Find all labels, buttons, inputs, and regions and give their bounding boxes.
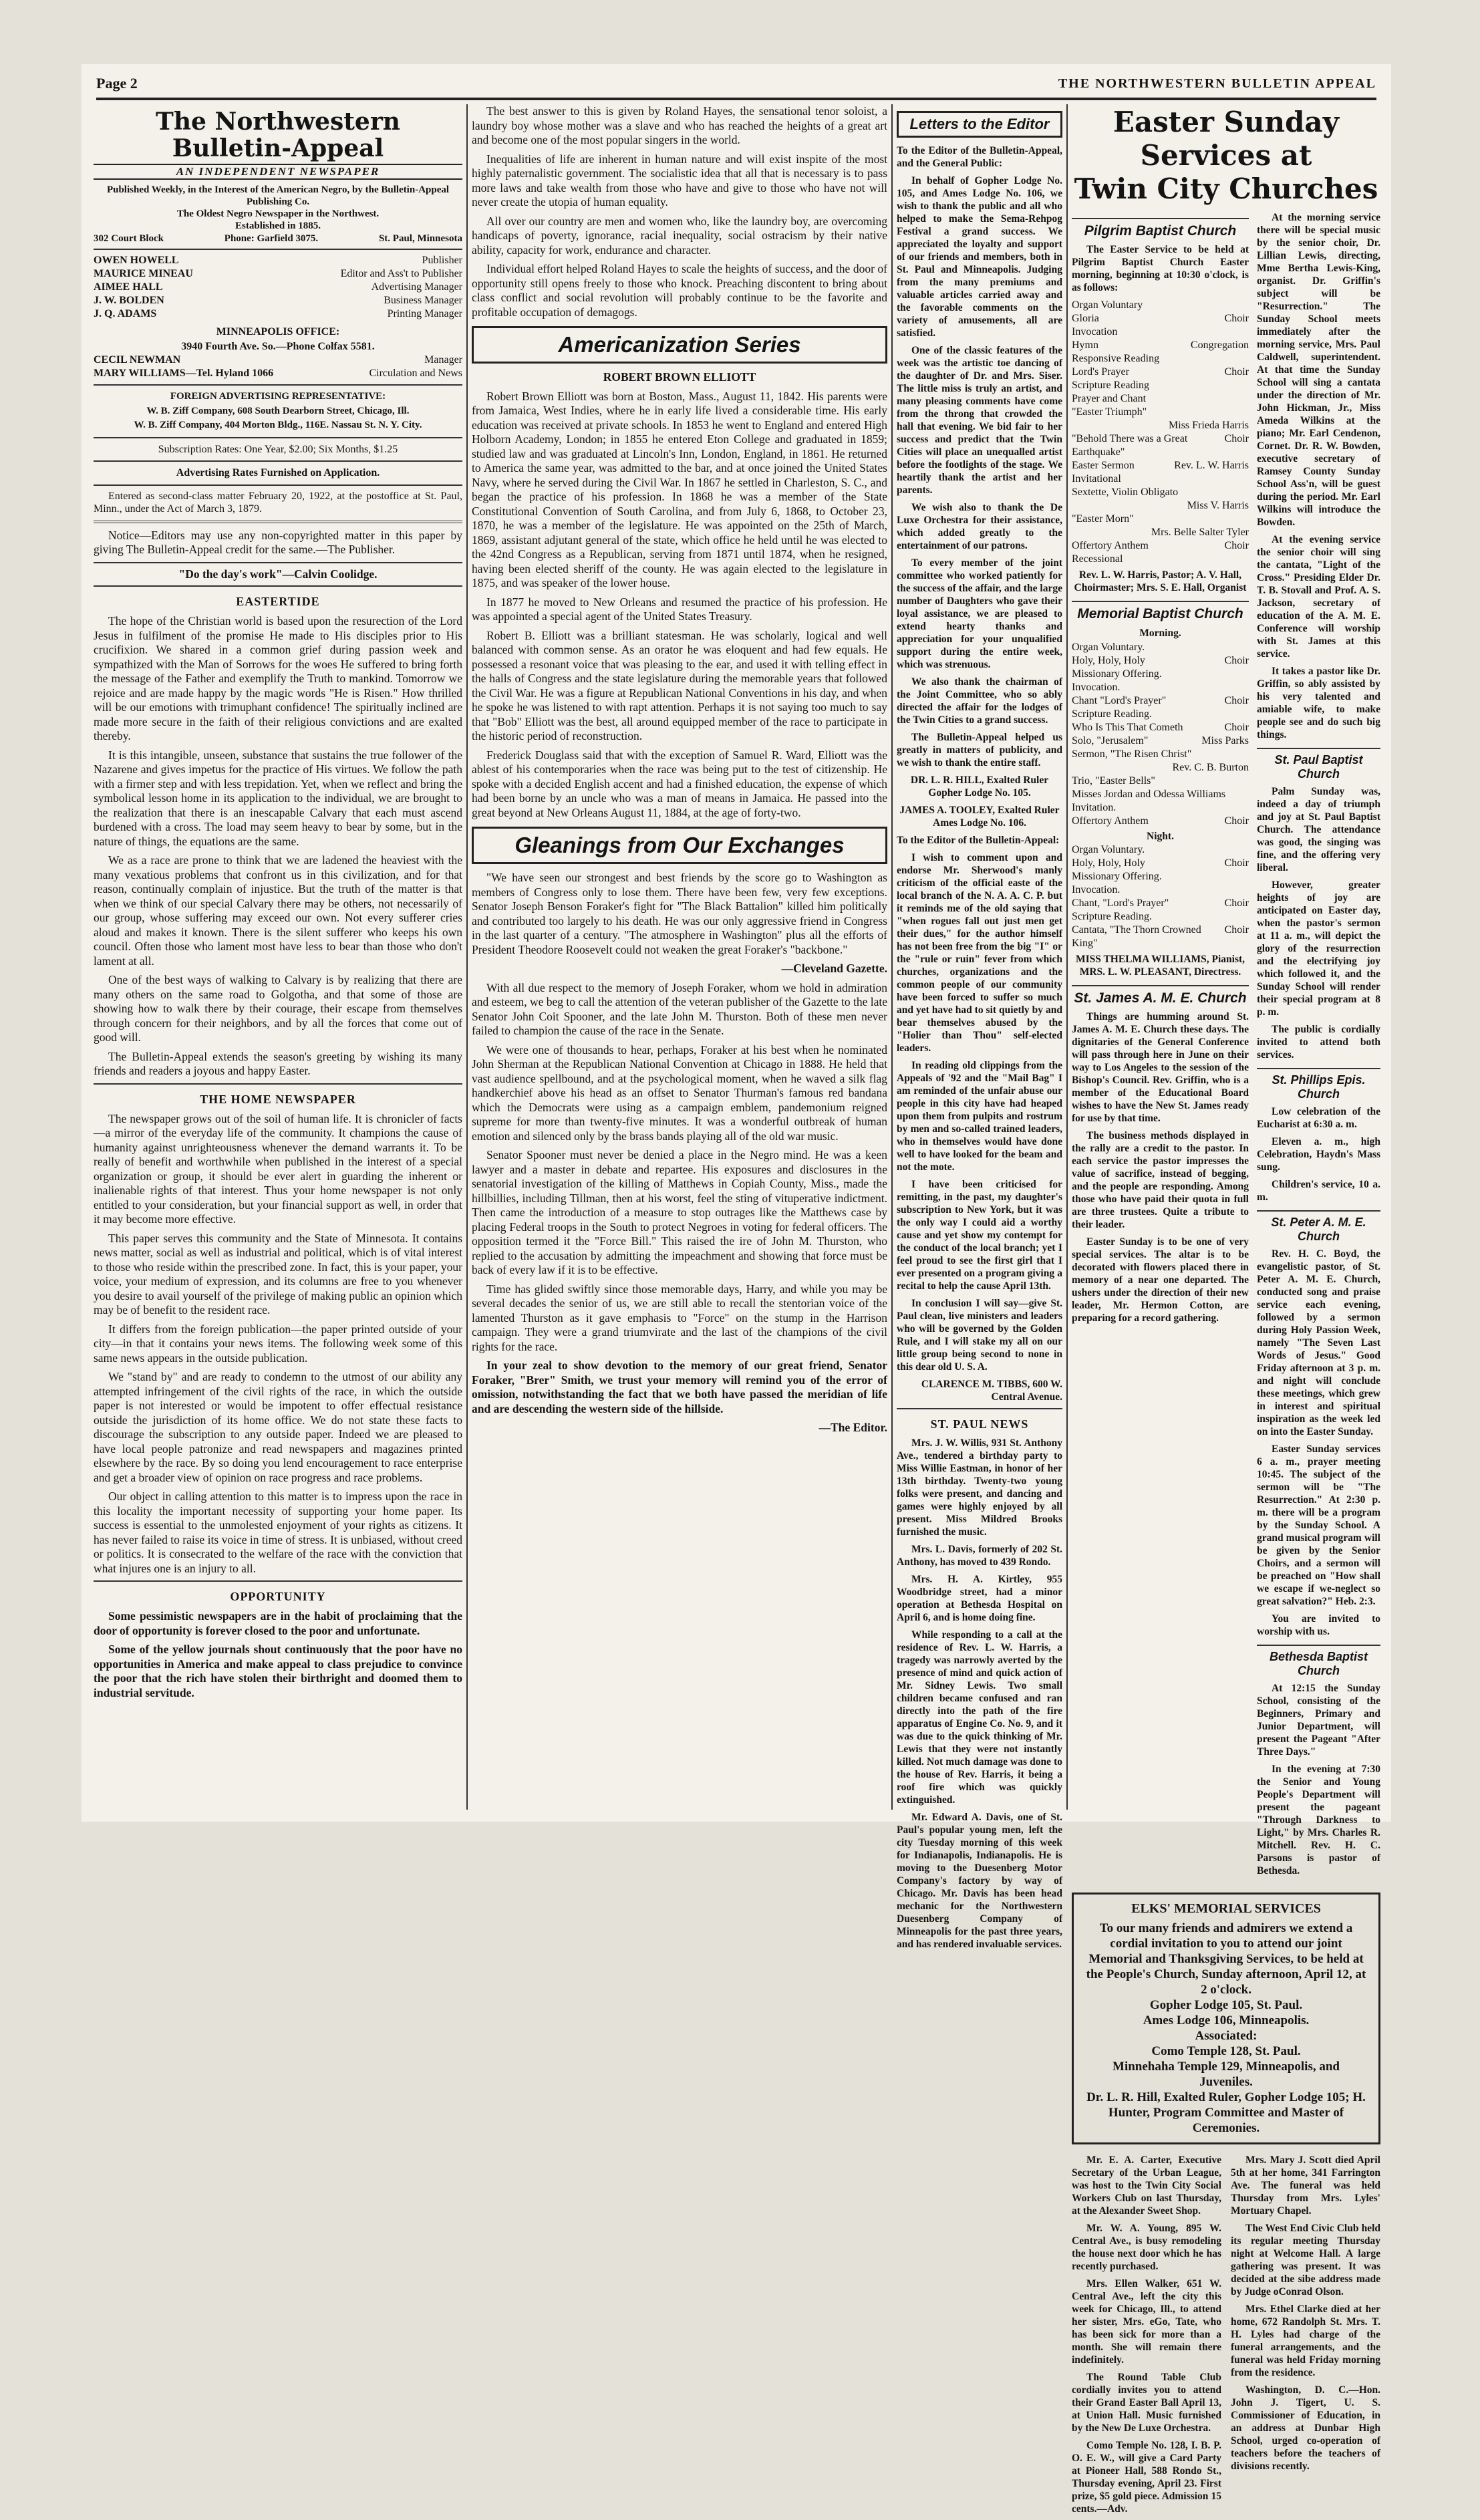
news-item: Como Temple No. 128, I. B. P. O. E. W., will give a Card Party at Pioneer Hall, 588 Rondo St., Thursday evening, April 23. First prize, $5 gold piece. Admission 15 cents.—Adv.: [1072, 2440, 1221, 2515]
service-time-label: Morning.: [1139, 627, 1181, 639]
bottom-news-right: [1231, 2154, 1380, 2520]
program-row: Gloria Choir: [1072, 313, 1249, 324]
page-number: Page 2: [96, 75, 138, 92]
masthead-subtitle: AN INDEPENDENT NEWSPAPER: [94, 164, 462, 180]
church-paragraph: The business methods displayed in the rally are a credit to the pastor. In each service the pastor impresses the value of sacrifice, instead of begging, and the people are responding. Among those who have paid their quota in full are three trustees. Quite a tribute to their leader.: [1072, 1130, 1249, 1230]
program-row: Invocation.: [1072, 884, 1121, 895]
editorial-paragraph: The Bulletin-Appeal extends the season's greeting by wishing its many friends and readers a joyous and happy Easter.: [94, 1049, 462, 1077]
program-row: Chant "Lord's Prayer" Choir: [1072, 694, 1249, 706]
divider: [94, 585, 462, 587]
elks-line: Gopher Lodge 105, St. Paul.: [1149, 1998, 1303, 2012]
article-paragraph: Frederick Douglass said that with the exception of Samuel R. Ward, Elliott was the ablest of his contemporaries when the race was being put to the test of citizenship. He spoke with a decided English accent and had a finished education, the expense of which had been borne by an uncle who was a man of means in Jamaica. He passed into the great beyond at New Orleans August 11, 1884, at the age of forty-two.: [472, 748, 887, 819]
program-row: "Easter Morn": [1072, 513, 1134, 525]
masthead-phone: Phone: Garfield 3075.: [224, 233, 319, 244]
editorial-paragraph: This paper serves this community and the State of Minnesota. It contains news matter, social as well as industrial and political, which is of vital interest to those who reside within the prescribed zone. In fact, this is your paper, your voice, your medium of expression, and its columns are free to you whenever you desire to avail yourself of the privilege of making public an opinion which may be of benefit to the resident race.: [94, 1231, 462, 1316]
letter-paragraph: I have been criticised for remitting, in the past, my daughter's subscription to New York, but it was the only way I could aid a worthy cause and yet show my contempt for the conduct of the local branch; yet I feel proud to see the first girl that I ever presented on a program giving a recital to help the cause April 13th.: [897, 1179, 1062, 1292]
letter-paragraph: In behalf of Gopher Lodge No. 105, and Ames Lodge No. 106, we wish to thank the public and all who helped to make the Sema-Rehpog Festival a grand success. We appreciated the loyalty and support of our friends and members, both in St. Paul and Minneapolis. Judging from the many premiums and valuable articles carried away and the favorable comments on the variety of amusements, all are satisfied.: [897, 175, 1062, 339]
section-box-heading: Americanization Series: [472, 326, 887, 364]
church-heading: Bethesda Baptist Church: [1257, 1645, 1380, 1678]
mpls-office-heading: MINNEAPOLIS OFFICE:: [216, 326, 340, 337]
church-heading: Pilgrim Baptist Church: [1072, 218, 1249, 239]
church-paragraph: You are invited to worship with us.: [1257, 1613, 1380, 1637]
church-paragraph: At the evening service the senior choir will sing the cantata, "Light of the Cross." Presiding Elder Dr. T. B. Stovall and Prof. A. S. Jackson, secretary of education of the A. M. E. Conference will worship with St. James at this service.: [1257, 534, 1380, 660]
letter-paragraph: We wish also to thank the De Luxe Orchestra for their assistance, which added greatly to the entertainment of our patrons.: [897, 502, 1062, 551]
article-paragraph: With all due respect to the memory of Joseph Foraker, whom we hold in admiration and esteem, we beg to call the attention of the veteran publisher of the Gazette to the late Senator John Coit Spooner, and the late John M. Thurston. Both of these men never failed to champion the cause of the race in the Senate.: [472, 980, 887, 1037]
program-row: Solo, "Jerusalem" Miss Parks: [1072, 734, 1249, 746]
elks-title: ELKS' MEMORIAL SERVICES: [1131, 1901, 1321, 1916]
letter-paragraph: In reading old clippings from the Appeals of '92 and the "Mail Bag" I am reminded of the unfair abuse our people in this city have had heaped upon them from pulpits and rostrum by men and so-called trained leaders, who in themselves would have done well to have looked for the beam and not the mote.: [897, 1060, 1062, 1173]
staff-row: CECIL NEWMAN Manager: [94, 354, 462, 366]
church-paragraph: The public is cordially invited to attend both services.: [1257, 1024, 1380, 1061]
running-title: THE NORTHWESTERN BULLETIN APPEAL: [1058, 76, 1376, 91]
column-rule: [466, 104, 468, 1810]
elks-line: Como Temple 128, St. Paul.: [1151, 2044, 1301, 2058]
bottom-news-left: [1072, 2154, 1221, 2520]
easter-subcolumn-1: [1072, 211, 1249, 1882]
news-item: Mrs. Mary J. Scott died April 5th at her home, 341 Farrington Ave. The funeral was held Thursday from Mrs. Lyles' Mortuary Chapel.: [1231, 2154, 1380, 2217]
masthead-contact: [94, 233, 462, 245]
program-row: Easter Sermon Rev. L. W. Harris: [1072, 460, 1249, 471]
program-row: Hymn Congregation: [1072, 339, 1249, 351]
mpls-office-address: 3940 Fourth Ave. So.—Phone Colfax 5581.: [181, 340, 375, 352]
news-item: Mrs. Ethel Clarke died at her home, 672 Randolph St. Mrs. T. H. Lyles had charge of the funeral arrangements, and the funeral was held Friday morning from the residence.: [1231, 2303, 1380, 2378]
article-signature: —The Editor.: [819, 1421, 887, 1434]
letter-salutation: To the Editor of the Bulletin-Appeal, and the General Public:: [897, 145, 1062, 169]
staff-row: AIMEE HALL Advertising Manager: [94, 281, 462, 293]
editorial-paragraph: The hope of the Christian world is based upon the resurection of the Lord Jesus in fulfilment of the promise He made to His disciples prior to His crucifixion. We shared in a common grief during passion week and sympathized with the Man of Sorrows for the woes He suffered to bring forth the message of the Father and exemplify the Truth to mankind. Tomorrow we rejoice and are made happy by the magic words "He is Risen." How thrilled will be our emotions with trimuphant confidence! The spiritually inclined are made more secure in the faith of their religious convictions and are exalted thereby.: [94, 614, 462, 742]
article-subheading: ROBERT BROWN ELLIOTT: [603, 370, 756, 384]
program-row: Lord's Prayer Choir: [1072, 366, 1249, 378]
elks-memorial-box: [1072, 1893, 1380, 2144]
divider: [94, 460, 462, 462]
program-row: Miss Frieda Harris: [1169, 420, 1249, 431]
program-row: Who Is This That Cometh Choir: [1072, 721, 1249, 733]
foreign-line: W. B. Ziff Company, 404 Morton Bldg., 116E. Nassau St. N. Y. City.: [134, 420, 422, 430]
column-2: [472, 104, 887, 1810]
program-row: Holy, Holy, Holy Choir: [1072, 654, 1249, 666]
news-heading: ST. PAUL NEWS: [930, 1417, 1029, 1431]
bottom-news: [1072, 2154, 1380, 2520]
news-item: Mrs. J. W. Willis, 931 St. Anthony Ave., tendered a birthday party to Miss Willie Eastman, in honor of her 13th birthday. Twenty-two young folks were present, and dancing and games were highly enjoyed by all present. Miss Mildred Brooks furnished the music.: [897, 1437, 1062, 1538]
letter-paragraph: To every member of the joint committee who worked patiently for the success of the affair, and the large number of Daughters who gave their loyal assistance, we are pleased to extend hearty thanks and appreciation for your unqualified support during the entire week, which was strenuous.: [897, 557, 1062, 670]
masthead-line: Established in 1885.: [235, 221, 321, 231]
staff-row: OWEN HOWELL Publisher: [94, 255, 462, 266]
divider: [94, 484, 462, 486]
editorial-paragraph: The newspaper grows out of the soil of human life. It is chronicler of facts—a mirror of the everyday life of the community. It champions the cause of humanity against unrighteousness whenever the demand warrants it. To be really of benefit and worthwhile when published in the interest of a special organization or group, it should be ever alert in guarding the inherent or inalienable rights of that interest. Thus your home newspaper is not only entitled to your consideration, but your financial support as well, in order that it may become more effective.: [94, 1111, 462, 1226]
divider: [94, 249, 462, 250]
editorial-heading: THE HOME NEWSPAPER: [200, 1092, 356, 1106]
program-row: Organ Voluntary.: [1072, 844, 1145, 855]
letter-paragraph: I wish to comment upon and endorse Mr. Sherwood's manly criticism of the official easte of the local branch of the N. A. A. C. P. but it reminds me of the old saying that "when rogues fall out just men get their dues," for the author himself has not been free from the big "I" or the "rule or ruin" fever from which churches, organizations and the common people of our community have been forced to suffer so much and yet have had to sit quietly by and bear themselves abused by the "Holier than Thou" self-elected leaders.: [897, 852, 1062, 1054]
elks-line: To our many friends and admirers we extend a cordial invitation to you to attend our joint Memorial and Thanksgiving Services, to be held at the People's Church, Sunday afternoon, April 12, at 2 o'clock.: [1086, 1921, 1366, 1997]
page-header: [96, 74, 1376, 100]
news-item: While responding to a call at the residence of Rev. L. W. Harris, a tragedy was narrowly averted by the presence of mind and quick action of Mr. Sidney Lewis. Two small children became confused and ran directly into the path of the fire apparatus of Engine Co. No. 9, and it was due to the quick thinking of Mr. Lewis that they were not instantly killed. Not much damage was done to the house of Rev. Harris, it being a roof fire which was quickly extinguished.: [897, 1629, 1062, 1806]
article-source: —Cleveland Gazette.: [781, 962, 887, 975]
letter-paragraph: In conclusion I will say—give St. Paul clean, live ministers and leaders who will be governed by the Golden Rule, and I will stake my all on our little group being second to none in this dear old U. S. A.: [897, 1298, 1062, 1373]
church-paragraph: Rev. H. C. Boyd, the evangelistic pastor, of St. Peter A. M. E. Church, conducted song and praise service each evening, followed by a sermon during Holy Passion Week, namely "The Seven Last Words of Jesus." Good Friday afternoon at 3 p. m. and night will conclude these meetings, which grew in interest and spiritual inspiration as the week led on into the Easter Sunday.: [1257, 1248, 1380, 1437]
staff-row: MAURICE MINEAU Editor and Ass't to Publisher: [94, 268, 462, 279]
church-paragraph: Easter Sunday services 6 a. m., prayer meeting 10:45. The subject of the sermon will be "The Resurrection." At 2:30 p. m. there will be a program by the Sunday School. A grand musical program will be given by the Senior Choirs, and a sermon will be preached on "How shall we escape if we-neglect so great salvation?" Heb. 2:3.: [1257, 1443, 1380, 1607]
mpls-staff: [94, 354, 462, 380]
program-row: Mrs. Belle Salter Tyler: [1151, 527, 1249, 538]
program-row: Holy, Holy, Holy Choir: [1072, 857, 1249, 869]
news-item: Mrs. L. Davis, formerly of 202 St. Anthony, has moved to 439 Rondo.: [897, 1544, 1062, 1568]
easter-section: [1072, 211, 1380, 1882]
news-item: The West End Civic Club held its regular meeting Thursday night at Welcome Hall. A large gathering was present. It was decided at the sibe address made by Judge oConrad Olson.: [1231, 2223, 1380, 2297]
editorial-paragraph: All over our country are men and women who, like the laundry boy, are overcoming handicaps of poverty, ignorance, racial inequality, social ostracism by their native ability, capacity for work, endurance and character.: [472, 214, 887, 257]
masthead-line: The Oldest Negro Newspaper in the Northwest.: [176, 208, 380, 219]
section-box-heading: Gleanings from Our Exchanges: [472, 827, 887, 864]
column-4: [1072, 104, 1380, 2515]
editorial-paragraph: Some of the yellow journals shout continuously that the poor have no opportunities in America and make appeal to class prejudice to convince the poor that the rich have stolen their birthright and doomed them to industrial servitude.: [94, 1643, 462, 1699]
news-item: Mrs. Ellen Walker, 651 W. Central Ave., left the city this week for Chicago, Ill., to attend her sister, Mrs. eGo, Tate, who has been sick for more than a month. She will remain there indefinitely.: [1072, 2278, 1221, 2366]
church-intro: The Easter Service to be held at Pilgrim Baptist Church Easter morning, beginning at 10:30 o'clock, is as follows:: [1072, 244, 1249, 293]
column-rule: [891, 104, 893, 1810]
elks-line: Associated:: [1195, 2029, 1257, 2043]
service-program: [1072, 299, 1249, 566]
divider: [94, 562, 462, 563]
program-row: Cantata, "The Thorn Crowned King" Choir: [1072, 924, 1249, 949]
program-row: Responsive Reading: [1072, 353, 1160, 364]
masthead-address: 302 Court Block: [94, 233, 164, 244]
letter-paragraph: One of the classic features of the week was the artistic toe dancing of the daughter of Dr. and Mrs. Siser. The little miss is truly an artist, and many pleasing comments have come from the throng that crowded the hall that evening. We bid fair to her success and predict that the Twin Cities will place an unequalled artist before the footlights of the stage. We heartily thank the artist and her parents.: [897, 345, 1062, 496]
letter-salutation: To the Editor of the Bulletin-Appeal:: [897, 835, 1060, 846]
church-paragraph: Things are humming around St. James A. M. E. Church these days. The dignitaries of the General Conference will pass through here in June on their way to Los Angeles to the session of the Bishop's Council. Rev. Griffin, who is a member of the Educational Board wishes to have the New St. James ready for use by that time.: [1072, 1011, 1249, 1124]
reprint-notice: Notice—Editors may use any non-copyrighted matter in this paper by giving The Bulletin-Appeal credit for the same.—The Publisher.: [94, 528, 462, 556]
divider: [94, 521, 462, 523]
program-row: Missionary Offering.: [1072, 871, 1162, 882]
foreign-heading: FOREIGN ADVERTISING REPRESENTATIVE:: [170, 391, 386, 402]
program-row: Scripture Reading.: [1072, 708, 1152, 720]
easter-title: [1072, 106, 1380, 206]
church-paragraph: At the morning service there will be special music by the senior choir, Dr. Lillian Lewis, directing, Mme Bertha Lewis-King, organist. Dr. Griffin's subject will be "Resurrection." The Sunday School meets immediately after the morning service, Mrs. Paul Caldwell, superintendent. At that time the Sunday School will sing a cantata under the direction of Mr. John Hickman, Jr., Miss Ameda Wilkins at the piano; Mr. Earl Cendenon, Cornet. Dr. R. W. Bowden, executive secretary of Ramsey County Sunday School Ass'n, will be guest during the period. Mr. Earl Wilkins will introduce the Bowden.: [1257, 212, 1380, 528]
church-heading: St. James A. M. E. Church: [1072, 985, 1249, 1006]
letter-signature: JAMES A. TOOLEY, Exalted Ruler Ames Lodge No. 106.: [899, 805, 1060, 829]
church-paragraph: Palm Sunday was, indeed a day of triumph and joy at St. Paul Baptist Church. The attendance was good, the singing was fine, and the offering very liberal.: [1257, 786, 1380, 873]
church-heading: St. Phillips Epis. Church: [1257, 1068, 1380, 1101]
article-paragraph: "We have seen our strongest and best friends by the score go to Washington as members of Congress only to lose them. There have been few, very few exceptions. Senator Joseph Benson Foraker's fight for "The Black Battalion" killed him politically and contributed too largely to his death. He was our only aggressive friend in Congress in the last quarter of a century. "The atmosphere in Washington" plus all the efforts of President Theodore Roosevelt could not weaken the great Foraker's "backbone.": [472, 871, 887, 956]
program-row: "Easter Triumph": [1072, 406, 1147, 418]
divider: [94, 437, 462, 438]
program-row: Offertory Anthem Choir: [1072, 540, 1249, 551]
elks-line: Minnehaha Temple 129, Minneapolis, and Juveniles.: [1113, 2060, 1340, 2089]
service-program: [1072, 641, 1249, 828]
church-staff: Rev. L. W. Harris, Pastor; A. V. Hall, Choirmaster; Mrs. S. E. Hall, Organist: [1074, 569, 1247, 593]
church-paragraph: It takes a pastor like Dr. Griffin, so ably assisted by his very talented and amiable wife, to make people see and do such big things.: [1257, 666, 1380, 740]
program-row: Invitational: [1072, 473, 1121, 484]
service-time-label: Night.: [1147, 830, 1174, 842]
church-staff: MISS THELMA WILLIAMS, Pianist, MRS. L. W. PLEASANT, Directress.: [1075, 954, 1245, 978]
editorial-paragraph: One of the best ways of walking to Calvary is by realizing that there are many others on the same road to Golgotha, and that some of those are showing how to walk there by their courage, their escape from themselves through concern for their neighbors, and by all the forces that come out of good will.: [94, 973, 462, 1044]
news-item: The Round Table Club cordially invites you to attend their Grand Easter Ball April 13, at Union Hall. Music furnished by the New De Luxe Orchestra.: [1072, 2372, 1221, 2434]
letter-paragraph: We also thank the chairman of the Joint Committee, who so ably directed the affair for the lodges of the Twin Cities to a grand success.: [897, 676, 1062, 726]
article-paragraph: Time has glided swiftly since those memorable days, Harry, and while you may be several decades the senior of us, we are still able to recall the stentorian voice of the lamented Thurston as it gave emphasis to "Force" on the stump in the Harrison campaign. They were a grand triumvirate and the last of the champions of the civil rights for the race.: [472, 1282, 887, 1353]
staff-row: J. Q. ADAMS Printing Manager: [94, 308, 462, 319]
news-item: Washington, D. C.—Hon. John J. Tigert, U. S. Commissioner of Education, in an address at Dunbar High School, urged co-operation of teachers before the teachers of divisions recently.: [1231, 2384, 1380, 2472]
program-row: Invocation: [1072, 326, 1118, 337]
editorial-heading: EASTERTIDE: [236, 595, 320, 608]
quote: "Do the day's work"—Calvin Coolidge.: [178, 567, 378, 581]
divider: [94, 384, 462, 386]
program-row: Sermon, "The Risen Christ": [1072, 748, 1192, 760]
letter-signature: DR. L. R. HILL, Exalted Ruler Gopher Lodge No. 105.: [910, 775, 1049, 799]
news-item: Mrs. H. A. Kirtley, 955 Woodbridge street, had a minor operation at Bethesda Hospital on April 6, and is home doing fine.: [897, 1574, 1062, 1623]
staff-row: J. W. BOLDEN Business Manager: [94, 295, 462, 306]
church-paragraph: Eleven a. m., high Celebration, Haydn's Mass sung.: [1257, 1136, 1380, 1173]
program-row: Sextette, Violin Obligato: [1072, 486, 1179, 498]
church-heading: St. Peter A. M. E. Church: [1257, 1210, 1380, 1244]
column-1: [94, 104, 462, 1810]
easter-title-line: Twin City Churches: [1074, 172, 1378, 205]
article-paragraph: In your zeal to show devotion to the memory of our great friend, Senator Foraker, "Brer" Smith, we trust your memory will remind you of the error of omission, notwithstanding the fact that we both have passed the meridian of life and are descending the western side of the hillside.: [472, 1359, 887, 1415]
foreign-line: W. B. Ziff Company, 608 South Dearborn Street, Chicago, Ill.: [146, 405, 410, 416]
program-row: Scripture Reading: [1072, 380, 1149, 391]
article-paragraph: Senator Spooner must never be denied a place in the Negro mind. He was a keen lawyer and a master in debate and repartee. His exposures and disclosures in the senatorial investigation of the killing of Matthews in Copiah County, Miss., made the hillbillies, including Tillman, then at his worst, feel the sting of vituperative indictment. Then came the introduction of a measure to stop outrages like the Matthews case by placing Federal troops in the South to protect Negroes in voting for federal officers. The opposition termed it the "Force Bill." This raised the ire of John M. Thurston, who replied to the accusation by admitting the impeachment and showing that force must be back of every law if it is to be effective.: [472, 1148, 887, 1276]
program-row: Recessional: [1072, 553, 1123, 565]
church-paragraph: Low celebration of the Eucharist at 6:30 a. m.: [1257, 1106, 1380, 1130]
newspaper-page: [82, 64, 1391, 2515]
divider: [94, 1580, 462, 1582]
editorial-paragraph: Our object in calling attention to this matter is to impress upon the race in this locality the important necessity of supporting your home paper. Its success is essential to the unmolested enjoyment of your rights as citizens. It has never failed to raise its voice in time of stress. It is unbiased, without creed or politics. It is consecrated to the welfare of the race with the conviction that what injures one is an injury to all.: [94, 1490, 462, 1575]
church-heading: Memorial Baptist Church: [1072, 601, 1249, 622]
program-row: "Behold There was a Great Earthquake" Choir: [1072, 433, 1249, 458]
staff-row: MARY WILLIAMS—Tel. Hyland 1066 Circulation and News: [94, 368, 462, 379]
editorial-paragraph: We "stand by" and are ready to condemn to the utmost of our ability any attempted infringement of the civil rights of the race, in which the outside paper is not interested or would be impotent to offer effectual resistance outside the jurisdiction of its home office. We do not state these facts to discourage the subscription to any outside paper. Indeed we are pleased to have local people patronize and read newspapers and magazines printed elsewhere by the race. By so doing you lend encouragement to race enterprise and get a broader view of opinion on race progress and race problems.: [94, 1370, 462, 1484]
editorial-heading: OPPORTUNITY: [230, 1590, 326, 1603]
program-row: Invocation.: [1072, 681, 1121, 693]
elks-line: Ames Lodge 106, Minneapolis.: [1143, 2013, 1310, 2027]
church-paragraph: However, greater heights of joy are anticipated on Easter day, when the pastor's sermon at 11 a. m., will depict the glory of the resurrection and the electrifying joy which followed it, and the Sunday School will render their special program at 8 p. m.: [1257, 879, 1380, 1018]
news-item: Mr. Edward A. Davis, one of St. Paul's popular young men, left the city Tuesday morning of this week for Indianapolis, Indianapolis. He is moving to the Duesenberg Motor Company's factory by way of Chicago. Mr. Davis has been head mechanic for the Northwestern Duesenberg Company of Minneapolis for the past three years, and has rendered invaluable services.: [897, 1812, 1062, 1950]
program-row: Scripture Reading.: [1072, 911, 1152, 922]
article-paragraph: Robert Brown Elliott was born at Boston, Mass., August 11, 1842. His parents were from Jamaica, West Indies, where he in early life lived a considerable time. His early education was received at private schools. In 1853 he went to England and entered High Holborn Academy, London; in 1855 he entered Eton College and graduated in 1859; studied law and was graduated at Lincoln's Inn, London, England, in 1861. He returned to America the same year, was admitted to the bar, and at once joined the United States Navy, where he served during the Civil War. In 1867 he settled in Charleston, S. C., and began the practice of his profession. In 1868 he was a member of the State Constitutional Convention of South Carolina, and from July 6, 1868, to October 23, 1870, he was a member of the legislature. He was appointed on the 25th of March, 1869, assistant adjutant general of the state, which office he held until he was elected to the 42nd Congress as a Republican, serving from 1871 until 1874, when he resigned, having been elected sheriff of the county. He was again elected to the legislature in 1875, and was speaker of the lower house.: [472, 389, 887, 589]
divider: [897, 1408, 1062, 1409]
service-program: [1072, 843, 1249, 950]
editorial-paragraph: The best answer to this is given by Roland Hayes, the sensational tenor soloist, a laundry boy whose mother was a slave and who has reached the heights of a great art and become one of the most popular singers in the world.: [472, 104, 887, 146]
easter-subcolumn-2: [1257, 211, 1380, 1882]
editorial-paragraph: Some pessimistic newspapers are in the habit of proclaiming that the door of opportunity is forever closed to the poor and unfortunate.: [94, 1609, 462, 1637]
program-row: Missionary Offering.: [1072, 668, 1162, 680]
editorial-paragraph: Individual effort helped Roland Hayes to scale the heights of success, and the door of opportunity still opens freely to those who knock. Preaching discontent to bring about class conflict and social revolution will probably continue to be the favorite and profitable occupation of demagogs.: [472, 262, 887, 319]
letter-paragraph: The Bulletin-Appeal helped us greatly in matters of publicity, and we wish to thank the entire staff.: [897, 732, 1062, 768]
advertising-rates: Advertising Rates Furnished on Application.: [176, 467, 380, 478]
editorial-paragraph: We as a race are prone to think that we are ladened the heaviest with the many vexatious problems that confront us in this civilization, and for that reason, continually complain of injustice. But the truth of the matter is that when we think of our special Calvary there may be others, not necessarily of our group, whose suffering may exceed our own. Not every sufferer cries aloud and makes it known. There is the silent sufferer who keeps his own council. Often those who lament most have less to bear than those who don't lament at all.: [94, 853, 462, 968]
article-paragraph: Robert B. Elliott was a brilliant statesman. He was scholarly, logical and well balanced with common sense. As an orator he was eloquent and had few equals. He possessed a resonant voice that was pleasing to the ear, and used it with telling effect in the halls of Congress and the state legislature during the memorable years that followed the Civil War. He was a figure at Republican National Conventions in his day, and when he spoke he was listened to with rapt attention. Perhaps it is not saying too much to say that "Bob" Elliott was the best, all around equipped member of the race to participate in the historic period of reconstruction.: [472, 628, 887, 742]
editorial-paragraph: It differs from the foreign publication—the paper printed outside of your city—in that it contains your news items. The following week some of this same news appears in the outside publication.: [94, 1322, 462, 1365]
church-heading: St. Paul Baptist Church: [1257, 748, 1380, 781]
subscription-rates: Subscription Rates: One Year, $2.00; Six Months, $1.25: [158, 443, 398, 455]
editorial-paragraph: It is this intangible, unseen, substance that sustains the true follower of the Nazarene and gives impetus for the practice of His virtues. We follow the path with a firmer step and with less trepidation. Yet, when we reflect and bring the symbolical lesson home in its application to the individual, we are brought to the realization that there is an inescapable Calvary that each must ascend burdened with a cross. The load may seem heavy to bear by some, but in the nature of things, the equations are the same.: [94, 748, 462, 848]
program-row: Prayer and Chant: [1072, 393, 1147, 404]
elks-line: Dr. L. R. Hill, Exalted Ruler, Gopher Lodge 105; H. Hunter, Program Committee and Master of Ceremonies.: [1086, 2090, 1366, 2135]
news-item: Mr. E. A. Carter, Executive Secretary of the Urban League, was host to the Twin City Social Workers Club on last Thursday, at the Alexander Sweet Shop.: [1072, 2154, 1221, 2217]
easter-title-line: Easter Sunday Services at: [1113, 106, 1340, 172]
program-row: Offertory Anthem Choir: [1072, 815, 1249, 827]
program-row: Organ Voluntary.: [1072, 641, 1145, 653]
postal-entry: Entered as second-class matter February 20, 1922, at the postoffice at St. Paul, Minn., under the Act of March 3, 1879.: [94, 490, 462, 515]
program-row: Chant, "Lord's Prayer" Choir: [1072, 897, 1249, 909]
church-paragraph: In the evening at 7:30 the Senior and Young People's Department will present the pageant "Through Darkness to Light," by Mrs. Charles R. Mitchell. Rev. H. C. Parsons is pastor of Bethesda.: [1257, 1764, 1380, 1876]
letter-signature: CLARENCE M. TIBBS, 600 W. Central Avenue.: [921, 1379, 1062, 1403]
news-item: Mr. W. A. Young, 895 W. Central Ave., is busy remodeling the house next door which he has recently purchased.: [1072, 2223, 1221, 2272]
church-paragraph: Children's service, 10 a. m.: [1257, 1179, 1380, 1203]
church-paragraph: At 12:15 the Sunday School, consisting of the Beginners, Primary and Junior Department, will present the Pageant "After Three Days.": [1257, 1683, 1380, 1758]
program-row: Trio, "Easter Bells": [1072, 775, 1155, 787]
program-row: Organ Voluntary: [1072, 299, 1143, 311]
column-3: [897, 104, 1062, 1950]
article-paragraph: In 1877 he moved to New Orleans and resumed the practice of his profession. He was appointed a special agent of the United States Treasury.: [472, 595, 887, 623]
masthead-line: Published Weekly, in the Interest of the American Negro, by the Bulletin-Appeal Publishing Co.: [106, 184, 450, 207]
program-row: Invitation.: [1072, 801, 1117, 813]
column-rule: [1066, 104, 1068, 1810]
program-row: Miss V. Harris: [1187, 500, 1249, 511]
masthead-city: St. Paul, Minnesota: [378, 233, 462, 244]
program-row: Misses Jordan and Odessa Williams: [1072, 788, 1226, 800]
editorial-paragraph: Inequalities of life are inherent in human nature and will exist inspite of the most highly paternalistic government. The socialistic idea that all that is necessary is to pass more laws and take wealth from those who have and give to those who have not will never create the utopia of human equality.: [472, 152, 887, 208]
masthead-title: The Northwestern Bulletin-Appeal: [156, 108, 400, 162]
staff-list: [94, 254, 462, 321]
article-paragraph: We were one of thousands to hear, perhaps, Foraker at his best when he nominated John Sherman at the Republican National Convention at Chicago in 1888. He held that vast audience spellbound, and at the psychological moment, when he waved a silk flag handkerchief above his head as an offset to Senator Thurman's famous red bandana which the Democrats were using as a campaign emblem, pandemonium reigned supreme for more than twenty-five minutes. It was a wonderful outbreak of human emotion and silenced only by the brass bands playing all of the old war music.: [472, 1042, 887, 1143]
program-row: Rev. C. B. Burton: [1172, 761, 1249, 773]
church-paragraph: Easter Sunday is to be one of very special services. The altar is to be decorated with flowers placed there in memory of a near one departed. The ushers under the direction of their new leader, Mr. Hermon Cotton, are preparing for a record gathering.: [1072, 1236, 1249, 1324]
divider: [94, 1083, 462, 1085]
section-box-heading: Letters to the Editor: [897, 111, 1062, 138]
